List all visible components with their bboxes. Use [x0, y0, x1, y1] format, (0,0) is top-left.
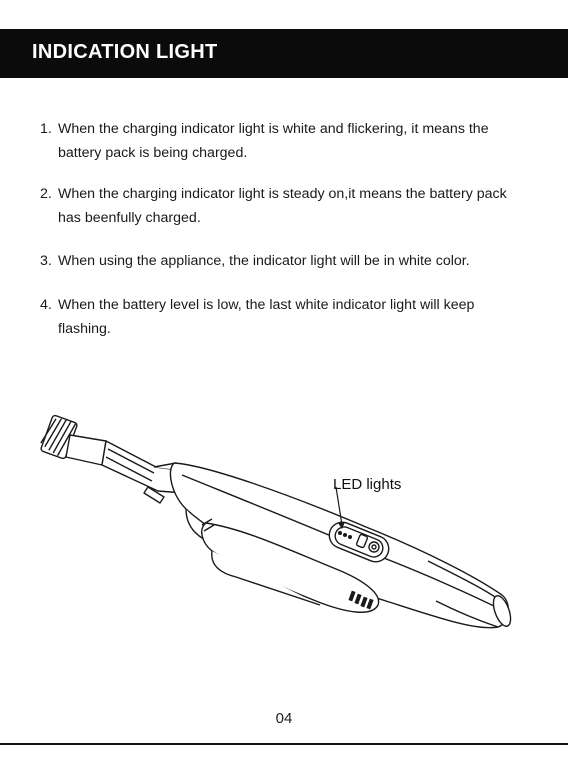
instruction-item-3 [40, 249, 530, 273]
page-title: INDICATION LIGHT [32, 41, 218, 63]
instruction-number: 2. [40, 186, 52, 202]
instruction-text: When the battery level is low, the last white indicator light will keep flashing. [58, 297, 475, 337]
instruction-item-1 [40, 117, 530, 165]
nozzle-icon [66, 435, 186, 503]
instruction-item-2 [40, 182, 530, 230]
instruction-number: 4. [40, 297, 52, 313]
led-lights-callout: LED lights [333, 476, 402, 493]
instruction-text: When the charging indicator light is steady on,it means the battery pack has beenfully charged. [58, 186, 507, 226]
vacuum-illustration [36, 405, 526, 645]
instruction-number: 1. [40, 121, 52, 137]
page-number: 04 [275, 710, 293, 727]
instruction-number: 3. [40, 253, 52, 269]
instruction-text: When the charging indicator light is white and flickering, it means the battery pack is being charged. [58, 121, 489, 161]
instruction-text: When using the appliance, the indicator light will be in white color. [58, 253, 470, 269]
instruction-item-4 [40, 293, 530, 341]
footer-divider [0, 743, 568, 745]
